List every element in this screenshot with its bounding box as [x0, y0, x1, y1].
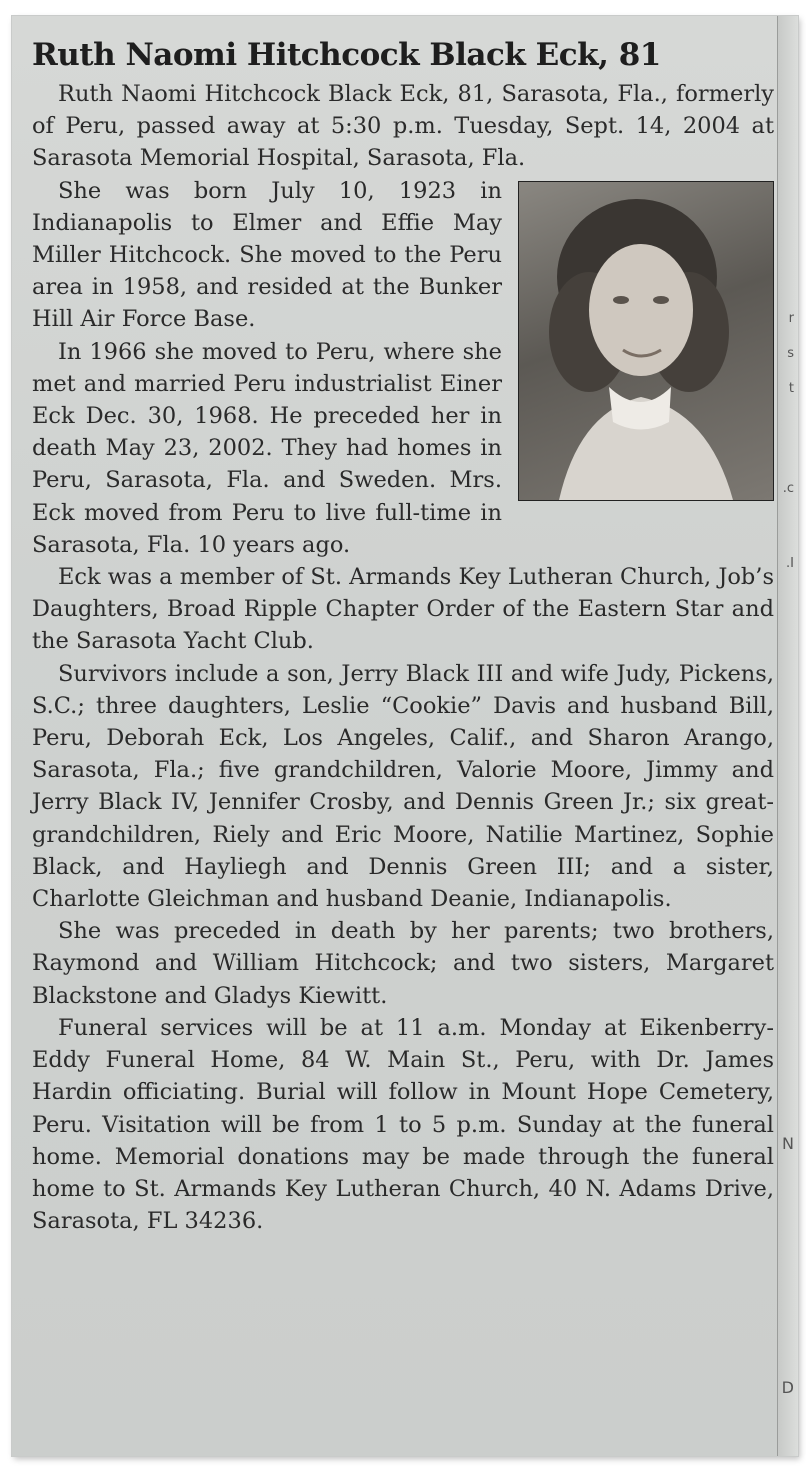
edge-glyph: D — [781, 1378, 794, 1397]
adjacent-column-edge — [777, 16, 798, 1456]
obituary-paragraph: She was born July 10, 1923 in Indianapolis to Elmer and Effie May Miller Hitchcock. She moved to the Peru area in 1958, and resided at the Bunker Hill Air Force Base. — [32, 177, 502, 333]
edge-glyph: r — [788, 311, 794, 326]
obituary-headline: Ruth Naomi Hitchcock Black Eck, 81 — [32, 37, 661, 73]
edge-glyph: s — [787, 346, 794, 361]
obituary-paragraph: She was preceded in death by her parents; two brothers, Raymond and William Hitchcock; and two sisters, Margaret Blackstone and Gladys Kiewitt. — [32, 918, 774, 1009]
edge-glyph: N — [782, 1134, 794, 1153]
obituary-paragraph: Funeral services will be at 11 a.m. Monday at Eikenberry-Eddy Funeral Home, 84 W. Main St., Peru, with Dr. James Hardin officiating. Burial will follow in Mount Hope Cemetery, Peru. Visitation will be from 1 to 5 p.m. Sunday at the funeral home. Memorial donations may be made through the funeral home to St. Armands Key Lutheran Church, 40 N. Adams Drive, Sarasota, FL 34236. — [32, 1014, 774, 1235]
obituary-paragraph: Ruth Naomi Hitchcock Black Eck, 81, Sarasota, Fla., formerly of Peru, passed away at 5:30 p.m. Tuesday, Sept. 14, 2004 at Sarasota Memorial Hospital, Sarasota, Fla. — [32, 81, 774, 172]
edge-glyph: .c — [782, 481, 794, 496]
obituary-column — [32, 36, 774, 1237]
obituary-paragraph: Eck was a member of St. Armands Key Lutheran Church, Job’s Daughters, Broad Ripple Chapter Order of the Eastern Star and the Sarasota Yacht Club. — [32, 564, 774, 655]
portrait-photo-icon — [519, 182, 773, 500]
portrait-photo — [518, 181, 774, 501]
obituary-paragraph: Survivors include a son, Jerry Black III and wife Judy, Pickens, S.C.; three daughters, Leslie “Cookie” Davis and husband Bill, Peru, Deborah Eck, Los Angeles, Calif., and Sharon Arango, Sarasota, Fla.; five grandchildren, Valorie Moore, Jimmy and Jerry Black IV, Jennifer Crosby, and Dennis Green Jr.; six great-grandchildren, Riely and Eric Moore, Natilie Martinez, Sophie Black, and Hayliegh and Dennis Green III; and a sister, Charlotte Gleichman and husband Deanie, Indianapolis. — [32, 660, 774, 913]
edge-glyph: .I — [786, 556, 794, 571]
obituary-paragraph: In 1966 she moved to Peru, where she met and married Peru industrialist Einer Eck Dec. 30, 1968. He preceded her in death May 23, 2002. They had homes in Peru, Sarasota, Fla. and Sweden. Mrs. Eck moved from Peru to live full-time in Sarasota, Fla. 10 years ago. — [32, 338, 502, 558]
edge-glyph: t — [788, 381, 794, 396]
newspaper-clipping — [12, 16, 798, 1456]
